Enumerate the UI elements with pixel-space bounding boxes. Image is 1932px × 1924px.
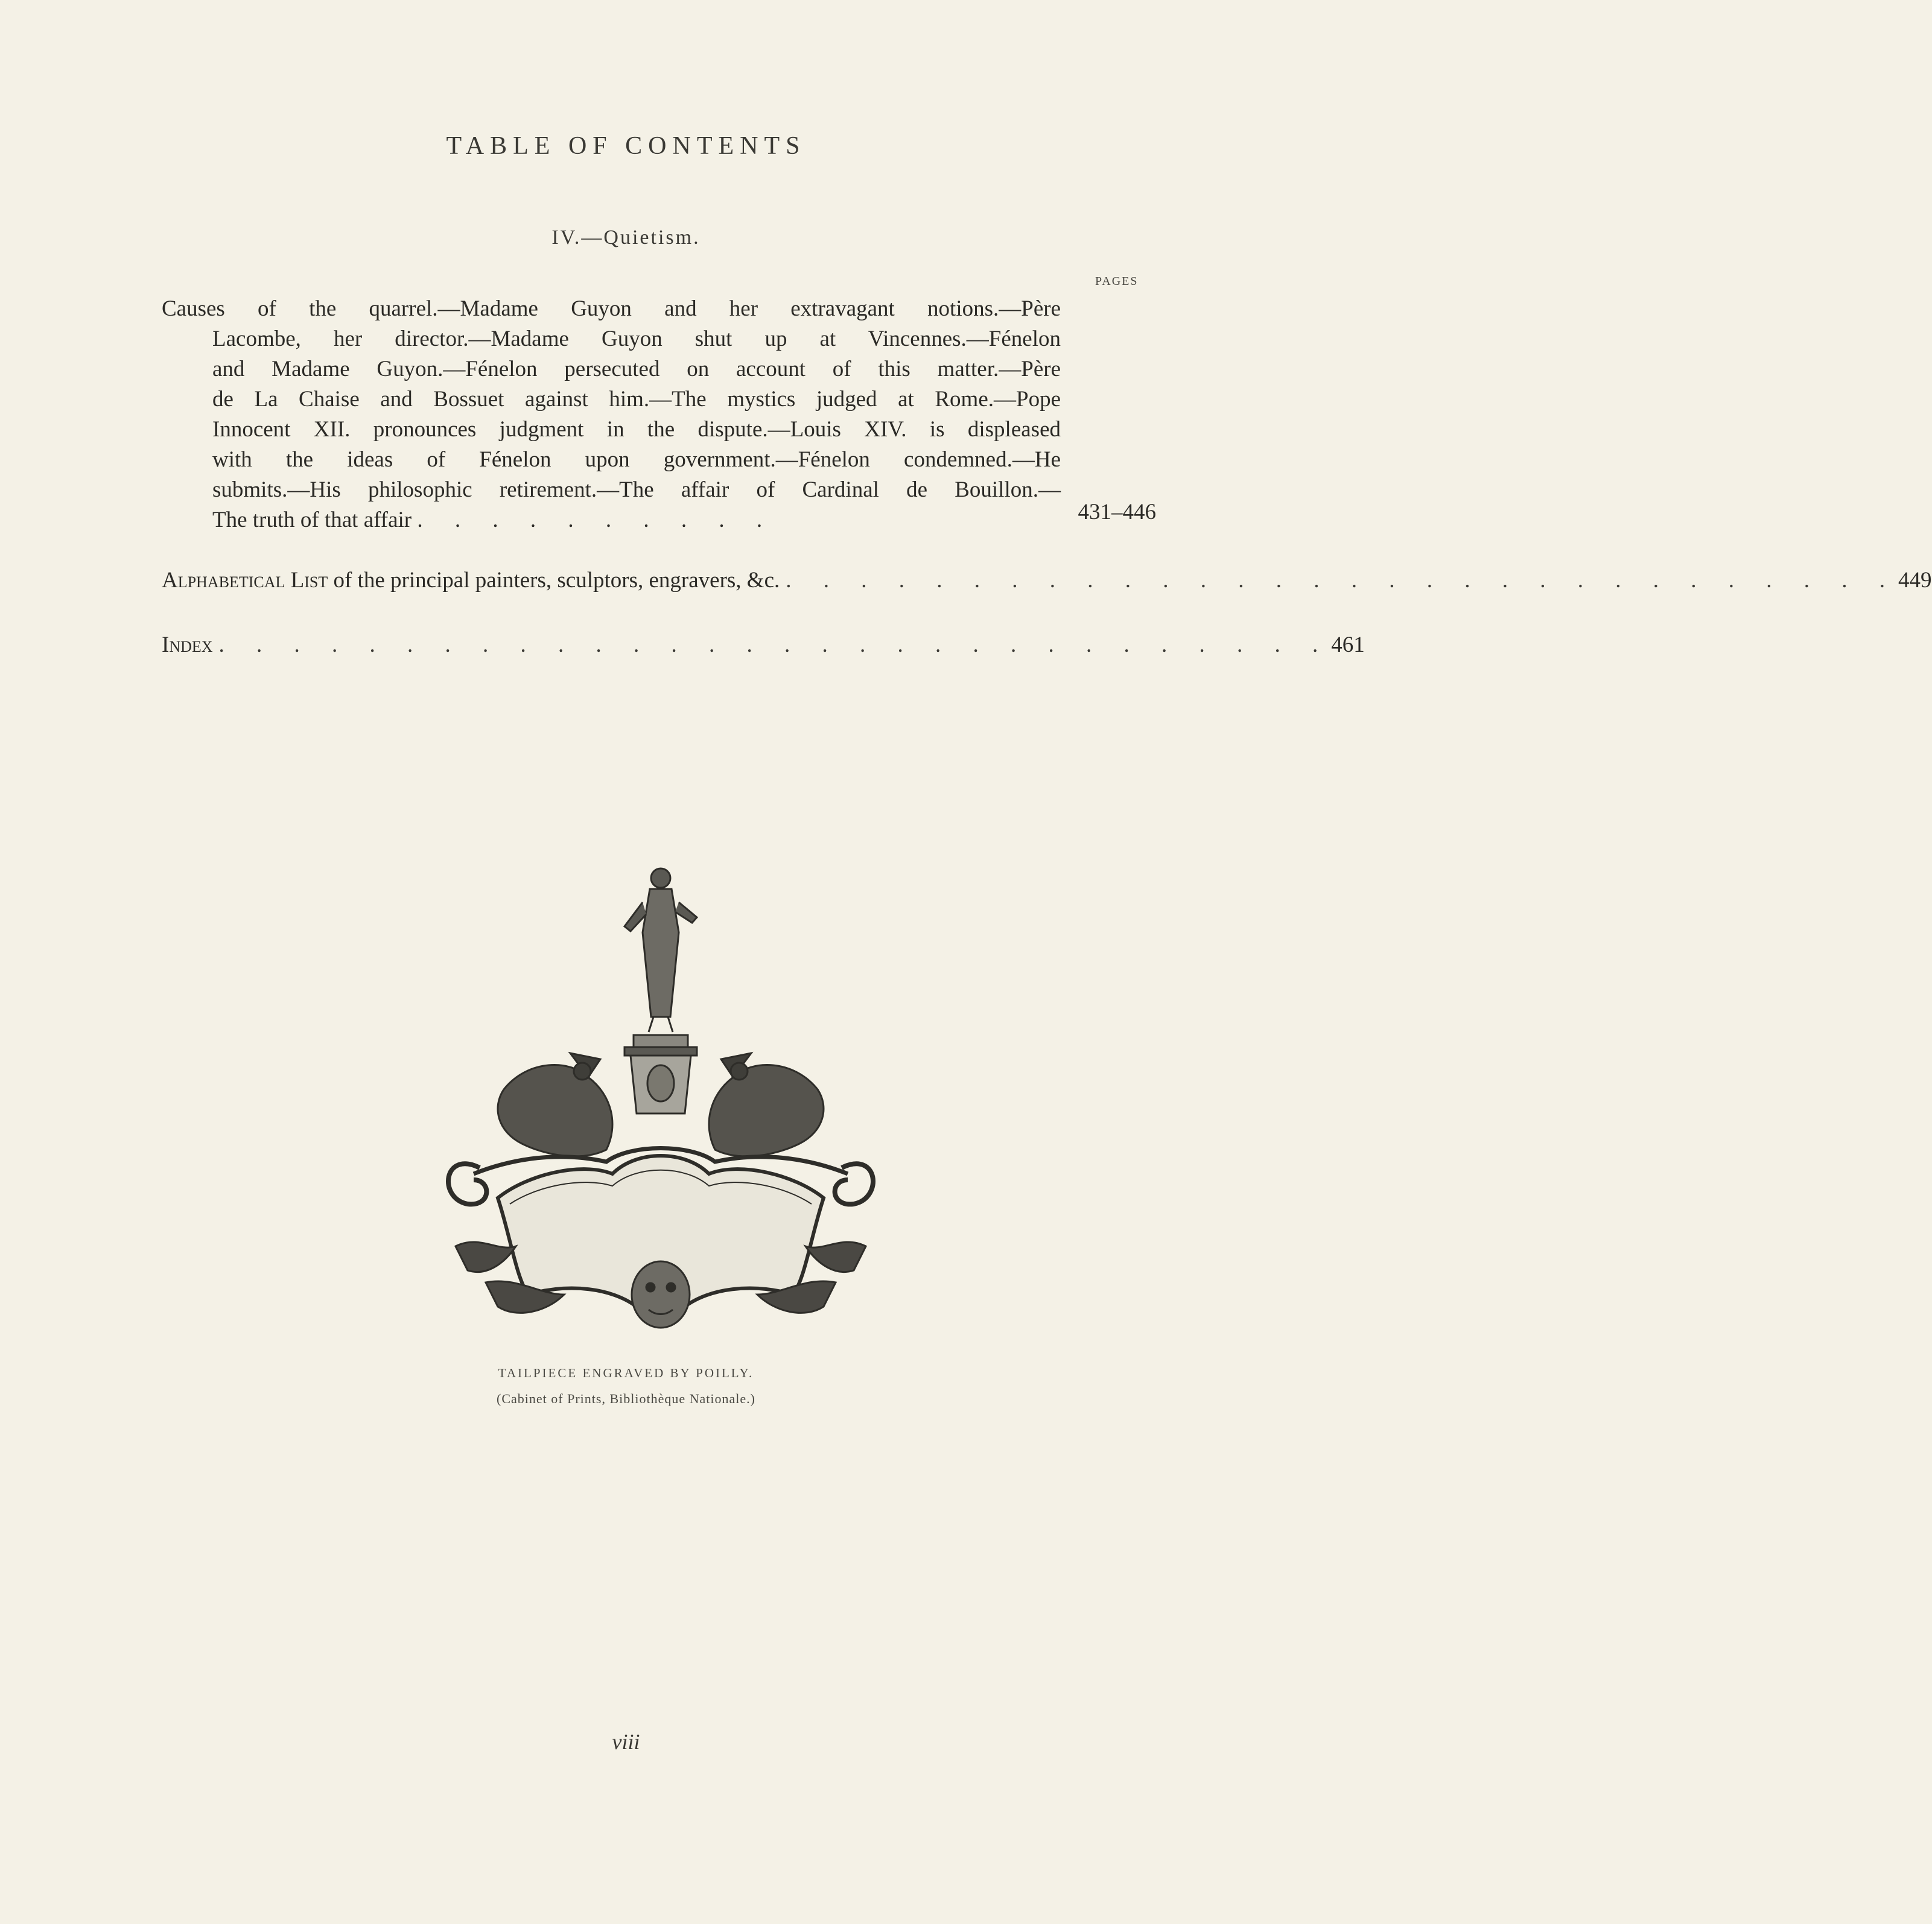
section-heading: IV.—Quietism. bbox=[551, 226, 701, 249]
page-title: TABLE OF CONTENTS bbox=[446, 132, 806, 160]
illustration-credit: (Cabinet of Prints, Bibliothèque Nationale.) bbox=[497, 1391, 755, 1406]
entry-line: submits.—His philosophic retirement.—The affair of Cardinal de Bouillon.— bbox=[212, 477, 1061, 502]
entry-line: Innocent XII. pronounces judgment in the dispute.—Louis XIV. is displeased bbox=[212, 417, 1061, 442]
entry-label bbox=[162, 567, 780, 593]
entry-label bbox=[162, 632, 213, 658]
toc-entry-quietism bbox=[162, 294, 1061, 535]
entry-line-last bbox=[162, 505, 1061, 535]
entry-page-number: 449 bbox=[1898, 568, 1932, 593]
illustration-caption: TAILPIECE ENGRAVED BY POILLY. bbox=[498, 1366, 754, 1380]
leader-dots: . . . . . . . . . . . . . . . . . . . . . . . . . . . . . . bbox=[786, 568, 1898, 593]
leader-dots: . . . . . . . . . . bbox=[417, 508, 776, 532]
page-folio: viii bbox=[612, 1730, 640, 1754]
leader-dots: . . . . . . . . . . . . . . . . . . . . . . . . . . . . . . bbox=[218, 632, 1332, 657]
entry-line: and Madame Guyon.—Fénelon persecuted on account of this matter.—Père bbox=[212, 357, 1061, 381]
tailpiece-engraving bbox=[431, 860, 890, 1337]
entry-label-rest: of the principal painters, sculptors, engravers, &c. bbox=[328, 568, 780, 593]
entry-label-smallcaps: Index bbox=[162, 632, 213, 657]
entry-line: Causes of the quarrel.—Madame Guyon and her extravagant notions.—Père bbox=[162, 296, 1061, 321]
entry-line-text: The truth of that affair bbox=[212, 508, 412, 532]
entry-line: with the ideas of Fénelon upon government.—Fénelon condemned.—He bbox=[212, 447, 1061, 472]
entry-line: de La Chaise and Bossuet against him.—The mystics judged at Rome.—Pope bbox=[212, 387, 1061, 412]
toc-entry-index bbox=[162, 632, 1365, 658]
toc-entry-alphabetical-list bbox=[162, 567, 1932, 593]
entry-line: Lacombe, her director.—Madame Guyon shut up at Vincennes.—Fénelon bbox=[212, 327, 1061, 351]
entry-label-smallcaps: Alphabetical List bbox=[162, 568, 328, 593]
entry-page-number: 461 bbox=[1331, 632, 1365, 657]
entry-page-range: 431–446 bbox=[1078, 500, 1156, 524]
pages-column-label: PAGES bbox=[1095, 275, 1139, 288]
